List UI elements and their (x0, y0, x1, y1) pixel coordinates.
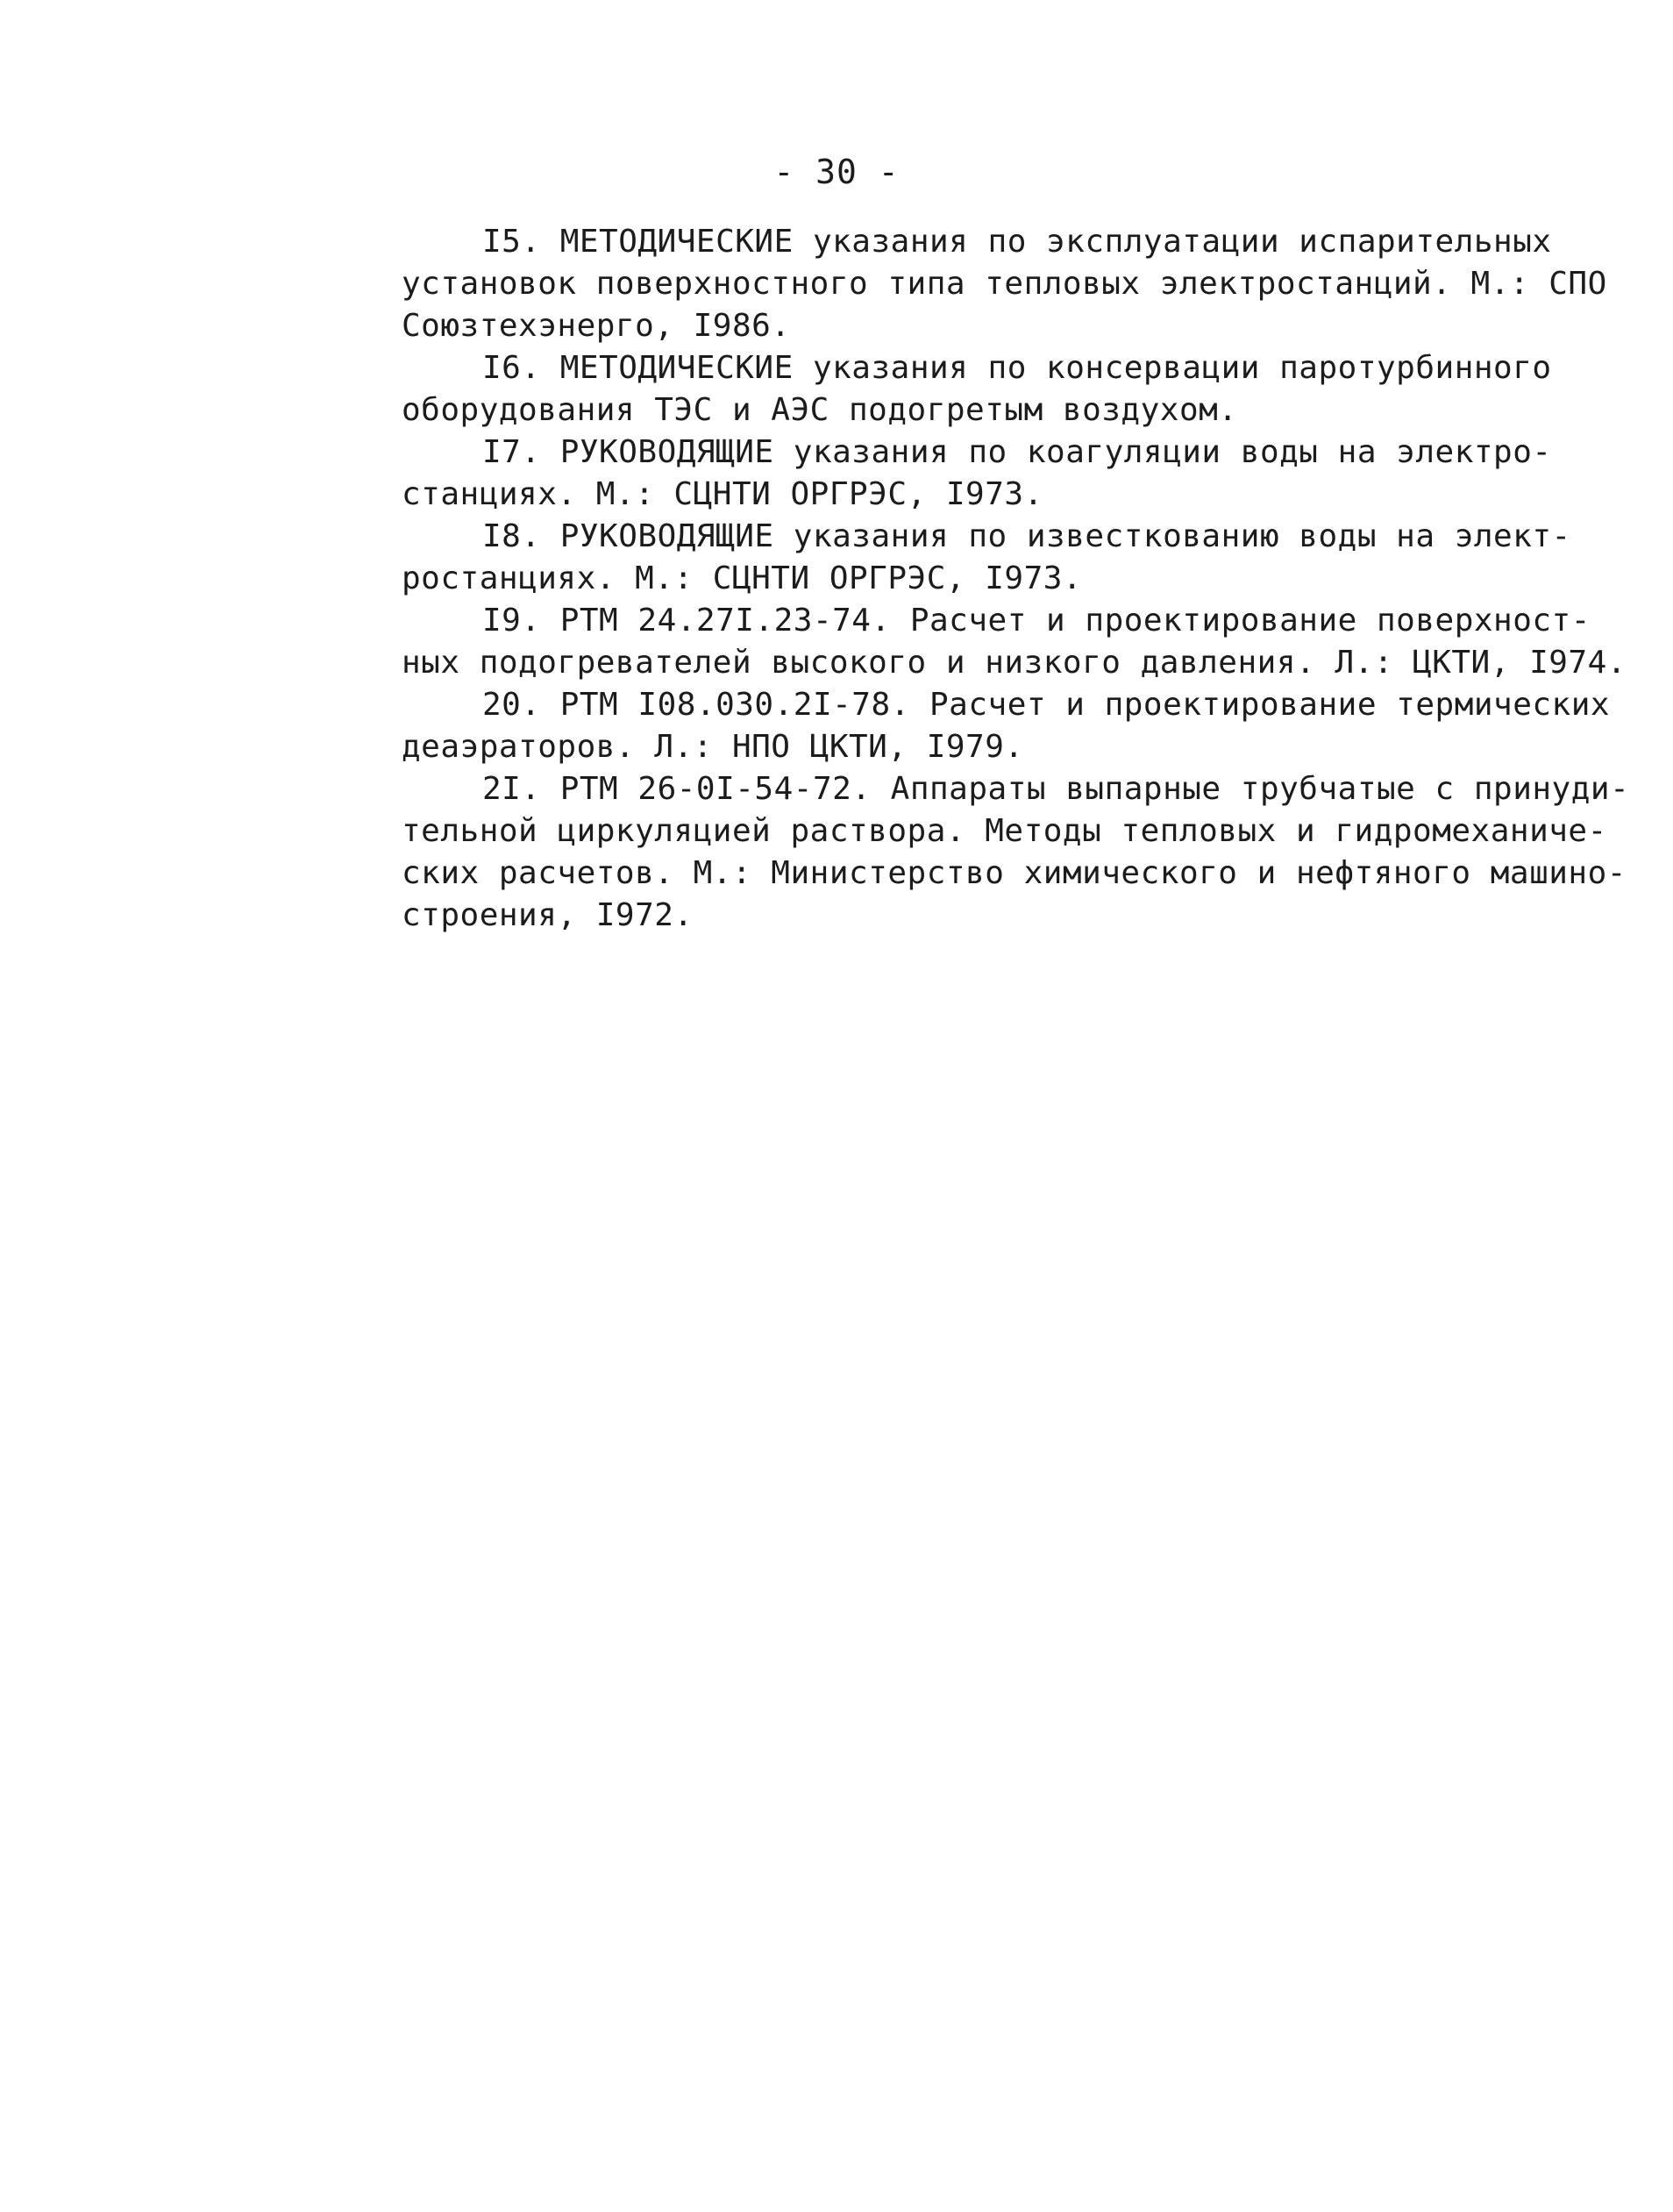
reference-entry-17 (402, 432, 1552, 516)
reference-line: деаэраторов. Л.: НПО ЦКТИ, I979. (402, 729, 1024, 765)
reference-line: тельной циркуляцией раствора. Методы тепловых и гидромеханиче- (402, 813, 1607, 849)
reference-line: Союзтехэнерго, I986. (402, 308, 791, 344)
reference-entry-15 (402, 221, 1607, 347)
reference-entry-21 (402, 768, 1630, 937)
reference-line: ных подогревателей высокого и низкого давления. Л.: ЦКТИ, I974. (402, 645, 1627, 681)
reference-line: установок поверхностного типа тепловых электростанций. М.: СПО (402, 266, 1607, 302)
reference-line: I6. МЕТОДИЧЕСКИЕ указания по консервации паротурбинного (482, 350, 1552, 386)
reference-line: оборудования ТЭС и АЭС подогретым воздухом. (402, 392, 1238, 428)
reference-line: строения, I972. (402, 897, 694, 933)
reference-entry-18 (402, 516, 1571, 600)
reference-line: 2I. РТМ 26-0I-54-72. Аппараты выпарные трубчатые с принуди- (482, 771, 1630, 807)
reference-line: ских расчетов. М.: Министерство химического и нефтяного машино- (402, 855, 1627, 891)
page-number: - 30 - (773, 153, 900, 191)
reference-entry-16 (402, 347, 1552, 432)
reference-line: I5. МЕТОДИЧЕСКИЕ указания по эксплуатации испарительных (482, 224, 1552, 260)
reference-line: I7. РУКОВОДЯЩИЕ указания по коагуляции воды на электро- (482, 434, 1552, 470)
reference-line: I8. РУКОВОДЯЩИЕ указания по известкованию воды на элект- (482, 518, 1571, 554)
reference-entry-20 (402, 684, 1611, 768)
reference-entry-19 (402, 600, 1627, 684)
reference-line: станциях. М.: СЦНТИ ОРГРЭС, I973. (402, 476, 1043, 512)
reference-line: 20. РТМ I08.030.2I-78. Расчет и проектирование термических (482, 687, 1611, 723)
reference-line: I9. РТМ 24.27I.23-74. Расчет и проектирование поверхност- (482, 603, 1591, 639)
reference-line: ростанциях. М.: СЦНТИ ОРГРЭС, I973. (402, 560, 1083, 596)
reference-list (402, 221, 1630, 937)
